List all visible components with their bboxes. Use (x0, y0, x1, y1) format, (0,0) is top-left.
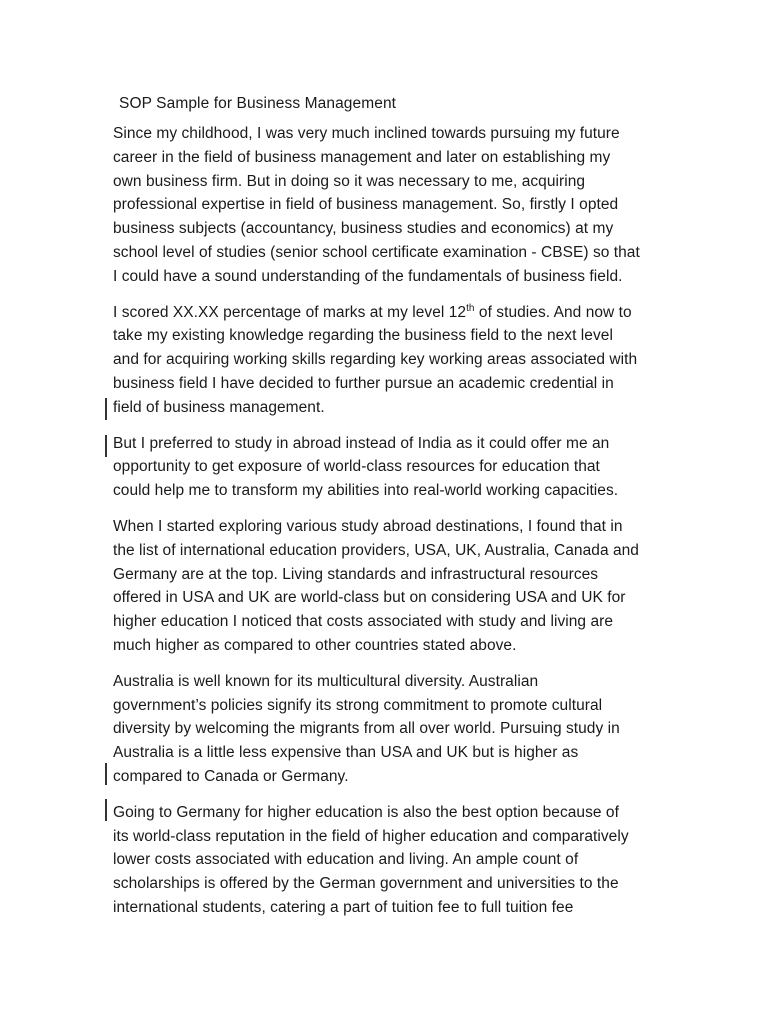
paragraph-3 (113, 432, 658, 503)
text-line: diversity by welcoming the migrants from all over world. Pursuing study in (113, 720, 620, 738)
text-line: Germany are at the top. Living standards and infrastructural resources (113, 565, 599, 583)
text-line: much higher as compared to other countries stated above. (113, 636, 517, 654)
text-line: Australia is well known for its multicultural diversity. Australian (113, 672, 539, 690)
document-title: SOP Sample for Business Management (119, 95, 397, 112)
text-line: Since my childhood, I was very much inclined towards pursuing my future (113, 125, 620, 142)
text-cursor-mark (105, 435, 107, 457)
text-line: opportunity to get exposure of world-class resources for education that (113, 458, 600, 476)
text-line: I could have a sound understanding of the fundamentals of business field. (113, 267, 623, 285)
paragraph-5 (113, 670, 658, 789)
text-segment: I scored XX.XX percentage of marks at my level 12 (113, 303, 467, 321)
text-line: own business firm. But in doing so it was necessary to me, acquiring (113, 172, 586, 190)
paragraph-6 (113, 801, 658, 920)
text-line: lower costs associated with education and living. An ample count of (113, 851, 579, 869)
paragraph-4 (113, 515, 658, 658)
text-line: professional expertise in field of business management. So, firstly I opted (113, 196, 619, 214)
text-line: When I started exploring various study abroad destinations, I found that in (113, 517, 623, 535)
text-line: school level of studies (senior school certificate examination - CBSE) so that (113, 243, 640, 261)
text-line: field of business management. (113, 398, 325, 416)
text-line: business field I have decided to further pursue an academic credential in (113, 374, 614, 392)
text-line: could help me to transform my abilities into real-world working capacities. (113, 482, 619, 500)
paragraph-2 (113, 301, 658, 420)
text-line: higher education I noticed that costs associated with study and living are (113, 613, 613, 631)
text-line: Going to Germany for higher education is also the best option because of (113, 803, 619, 821)
paragraph-1 (113, 122, 658, 289)
text-line: Australia is a little less expensive than USA and UK but is higher as (113, 744, 579, 762)
text-line: take my existing knowledge regarding the business field to the next level (113, 327, 613, 345)
text-line: business subjects (accountancy, business studies and economics) at my (113, 220, 614, 238)
text-line: compared to Canada or Germany. (113, 767, 349, 785)
text-line: international students, catering a part of tuition fee to full tuition fee (113, 898, 574, 916)
text-line: and for acquiring working skills regarding key working areas associated with (113, 351, 638, 369)
text-line: But I preferred to study in abroad instead of India as it could offer me an (113, 434, 610, 452)
text-cursor-mark (105, 398, 107, 420)
superscript: th (466, 302, 475, 314)
text-cursor-mark (105, 799, 107, 821)
text-segment: of studies. And now to (474, 303, 632, 321)
document-body (113, 92, 658, 932)
text-line: offered in USA and UK are world-class but on considering USA and UK for (113, 589, 626, 607)
text-line: scholarships is offered by the German government and universities to the (113, 875, 619, 893)
text-line (113, 301, 658, 325)
text-line: career in the field of business management and later on establishing my (113, 148, 611, 166)
text-line: the list of international education providers, USA, UK, Australia, Canada and (113, 541, 639, 559)
text-line: its world-class reputation in the field of higher education and comparatively (113, 827, 629, 845)
text-line: government’s policies signify its strong commitment to promote cultural (113, 696, 603, 714)
text-cursor-mark (105, 763, 107, 785)
